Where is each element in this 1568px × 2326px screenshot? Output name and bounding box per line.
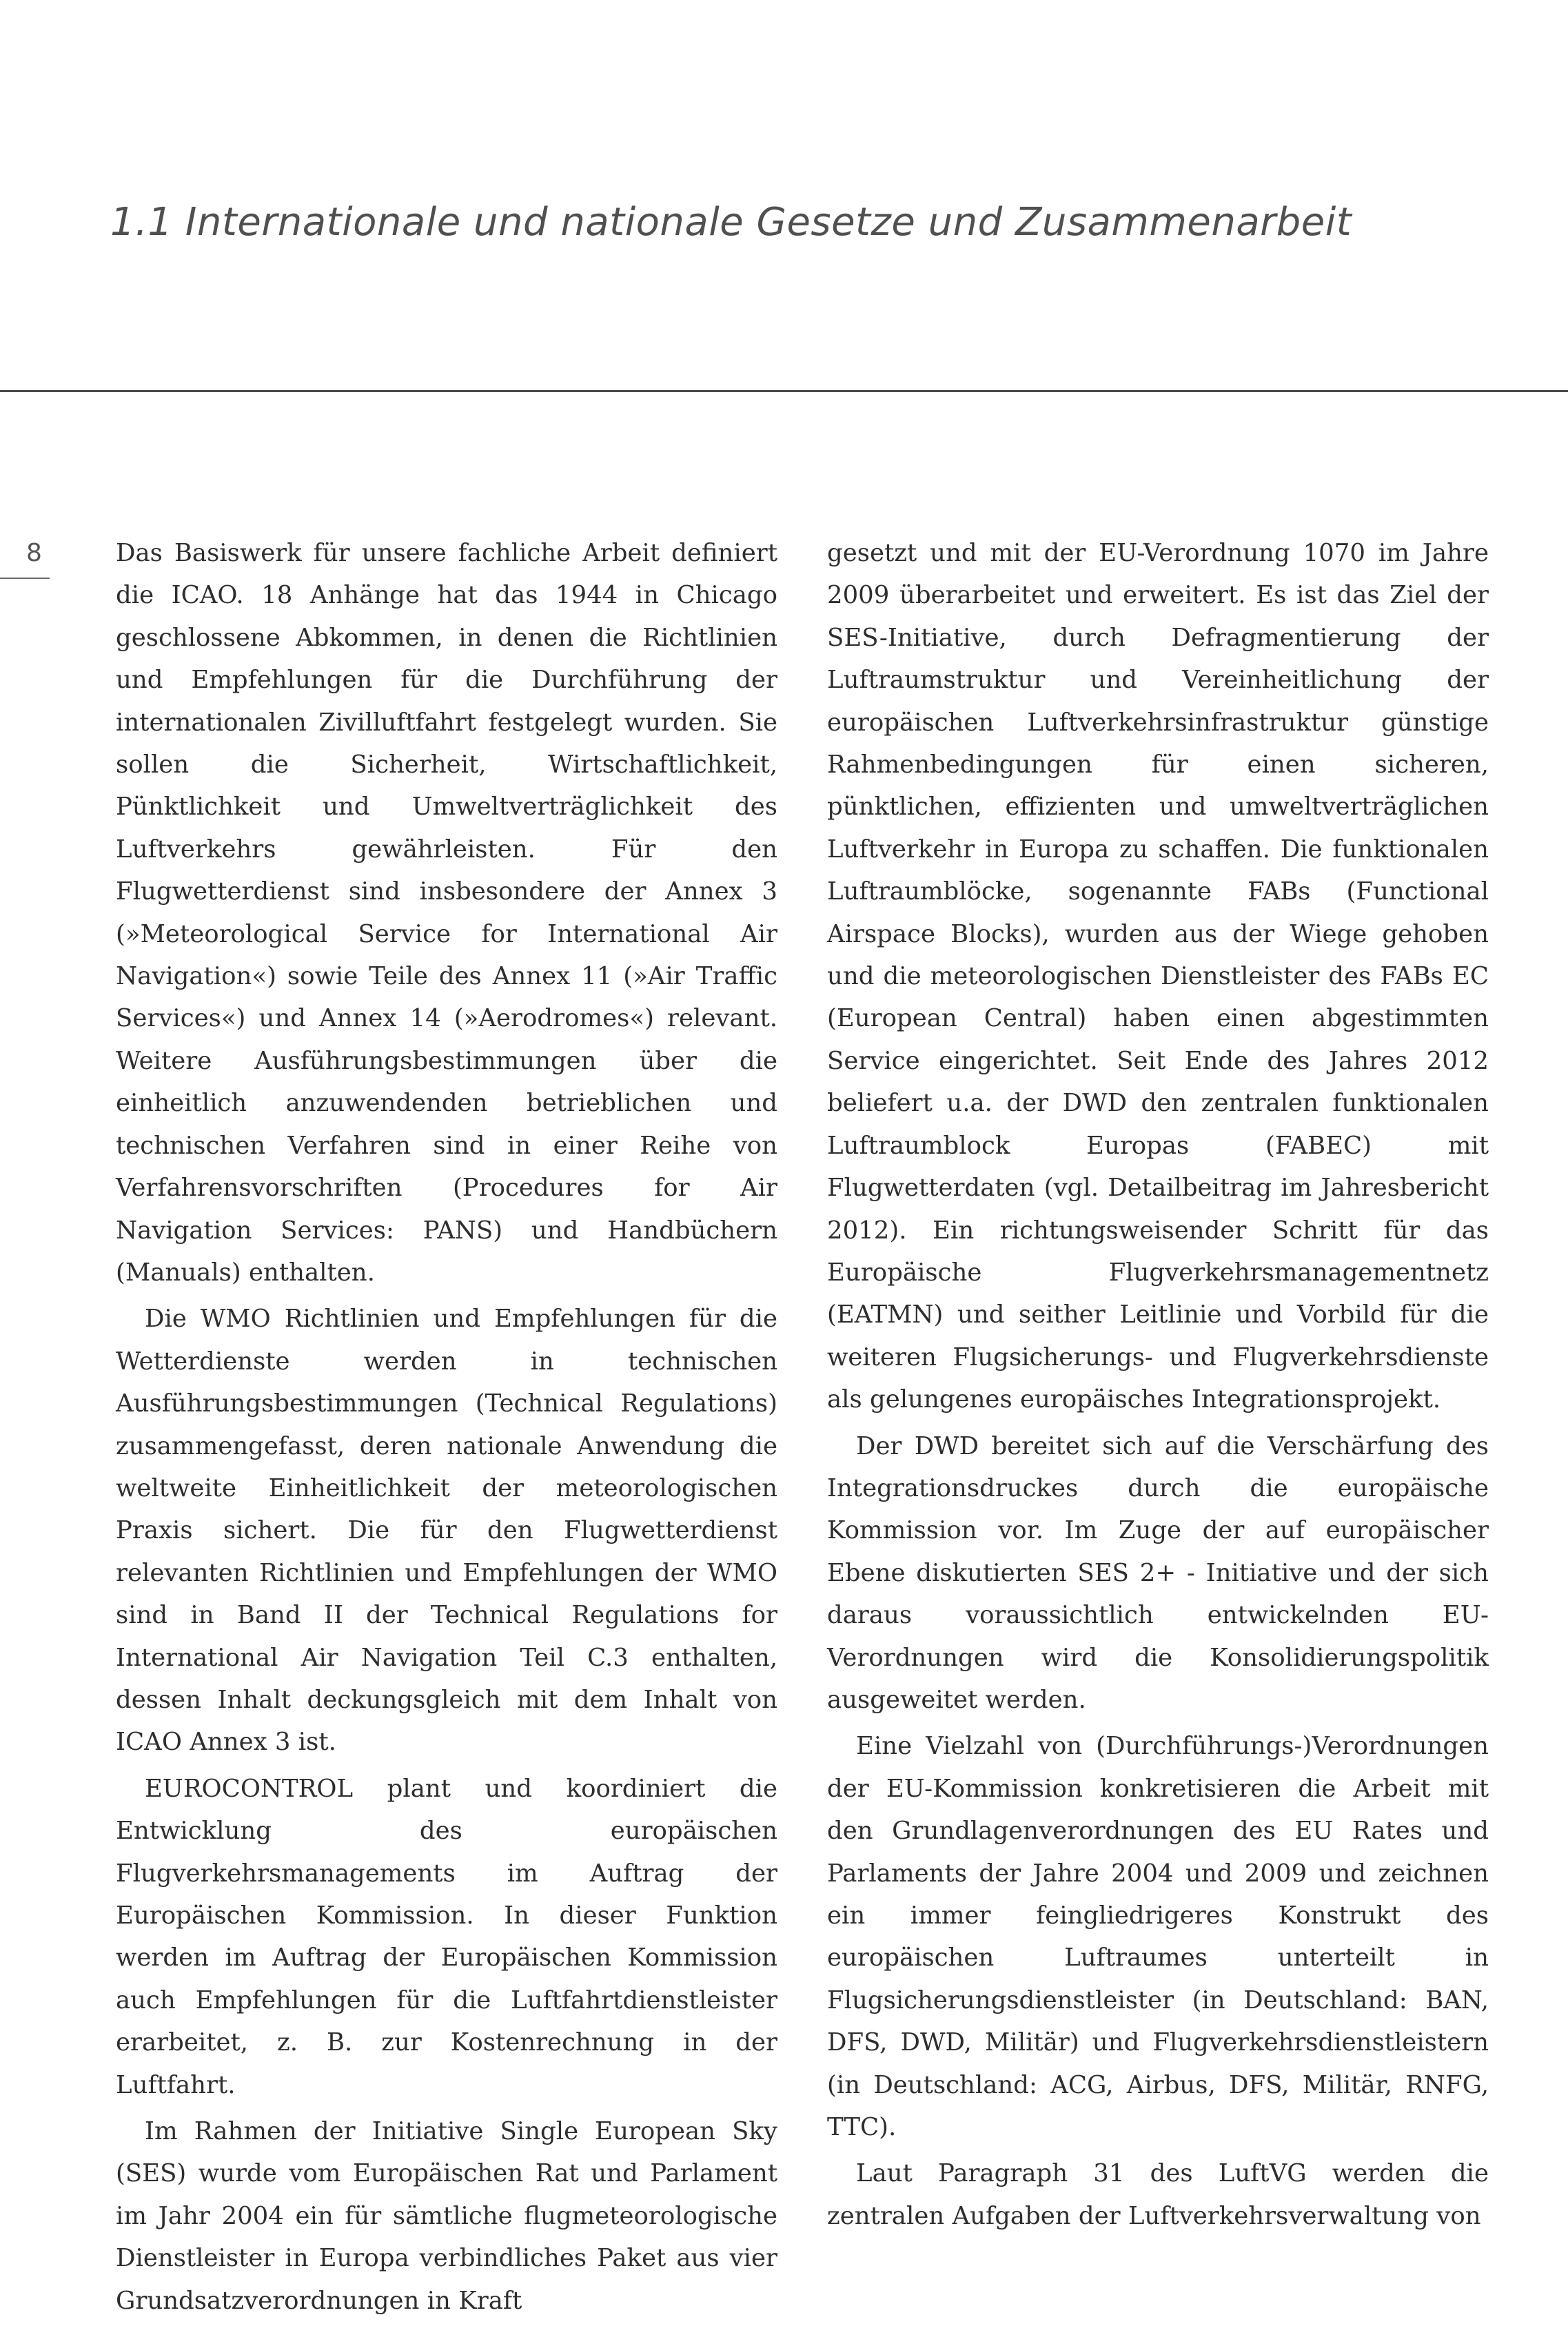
paragraph: EUROCONTROL plant und koordiniert die Entwicklung des europäischen Flugverkehrsmanagements im Auftrag der Europäischen Kommission. In dieser Funktion werden im Auftrag der Europäischen Kommission auch Empfehlungen für die Luftfahrtdienstleister erarbeitet, z. B. zur Kostenrechnung in der Luftfahrt. [116,1774,777,2099]
header-divider [0,390,1568,392]
paragraph: Im Rahmen der Initiative Single European Sky (SES) wurde vom Europäischen Rat und Parlament im Jahr 2004 ein für sämtliche flugmeteorologische Dienstleister in Europa verbindliches Paket aus vier Grundsatzverordnungen in Kraft [116,2117,777,2315]
paragraph: Laut Paragraph 31 des LuftVG werden die zentralen Aufgaben der Luftverkehrsverwaltung von [827,2159,1489,2230]
right-text-column [827,532,1489,2241]
paragraph: gesetzt und mit der EU-Verordnung 1070 im Jahre 2009 überarbeitet und erweitert. Es ist das Ziel der SES-Initiative, durch Defragmentierung der Luftraumstruktur und Vereinheitlichung der europäischen Luftverkehrsinfrastruktur günstige Rahmenbedingungen für einen sicheren, pünktlichen, effizienten und umweltverträglichen Luftverkehr in Europa zu schaffen. Die funktionalen Luftraumblöcke, sogenannte FABs (Functional Airspace Blocks), wurden aus der Wiege gehoben und die meteorologischen Dienstleister des FABs EC (European Central) haben einen abgestimmten Service eingerichtet. Seit Ende des Jahres 2012 beliefert u.a. der DWD den zentralen funktionalen Luftraumblock Europas (FABEC) mit Flugwetterdaten (vgl. Detailbeitrag im Jahresbericht 2012). Ein richtungsweisender Schritt für das Europäische Flugverkehrsmanagementnetz (EATMN) und seither Leitlinie und Vorbild für die weiteren Flugsicherungs- und Flugverkehrsdienste als gelungenes europäisches Integrationsprojekt. [827,539,1489,1414]
page-number-divider [0,578,50,579]
paragraph: Eine Vielzahl von (Durchführungs-)Verordnungen der EU-Kommission konkretisieren die Arbeit mit den Grundlagenverordnungen des EU Rates und Parlaments der Jahre 2004 und 2009 und zeichnen ein immer feingliedrigeres Konstrukt des europäischen Luftraumes unterteilt in Flugsicherungsdienstleister (in Deutschland: BAN, DFS, DWD, Militär) und Flugverkehrsdienstleistern (in Deutschland: ACG, Airbus, DFS, Militär, RNFG, TTC). [827,1732,1489,2142]
section-title: 1.1 Internationale und nationale Gesetze und Zusammenarbeit [110,200,1352,245]
left-text-column [116,532,777,2326]
paragraph: Die WMO Richtlinien und Empfehlungen für die Wetterdienste werden in technischen Ausführungsbestimmungen (Technical Regulations) zusammengefasst, deren nationale Anwendung die weltweite Einheitlichkeit der meteorologischen Praxis sichert. Die für den Flugwetterdienst relevanten Richtlinien und Empfehlungen der WMO sind in Band II der Technical Regulations for International Air Navigation Teil C.3 enthalten, dessen Inhalt deckungsgleich mit dem Inhalt von ICAO Annex 3 ist. [116,1305,777,1757]
paragraph: Der DWD bereitet sich auf die Verschärfung des Integrationsdruckes durch die europäische Kommission vor. Im Zuge der auf europäischer Ebene diskutierten SES 2+ - Initiative und der sich daraus voraussichtlich entwickelnden EU-Verordnungen wird die Konsolidierungspolitik ausgeweitet werden. [827,1431,1489,1714]
page-number: 8 [26,539,42,567]
paragraph: Das Basiswerk für unsere fachliche Arbeit definiert die ICAO. 18 Anhänge hat das 1944 in Chicago geschlossene Abkommen, in denen die Richtlinien und Empfehlungen für die Durchführung der internationalen Zivilluftfahrt festgelegt wurden. Sie sollen die Sicherheit, Wirtschaftlichkeit, Pünktlichkeit und Umweltverträglichkeit des Luftverkehrs gewährleisten. Für den Flugwetterdienst sind insbesondere der Annex 3 (»Meteorological Service for International Air Navigation«) sowie Teile des Annex 11 (»Air Traffic Services«) und Annex 14 (»Aerodromes«) relevant. Weitere Ausführungsbestimmungen über die einheitlich anzuwendenden betrieblichen und technischen Verfahren sind in einer Reihe von Verfahrensvorschriften (Procedures for Air Navigation Services: PANS) und Handbüchern (Manuals) enthalten. [116,539,777,1287]
